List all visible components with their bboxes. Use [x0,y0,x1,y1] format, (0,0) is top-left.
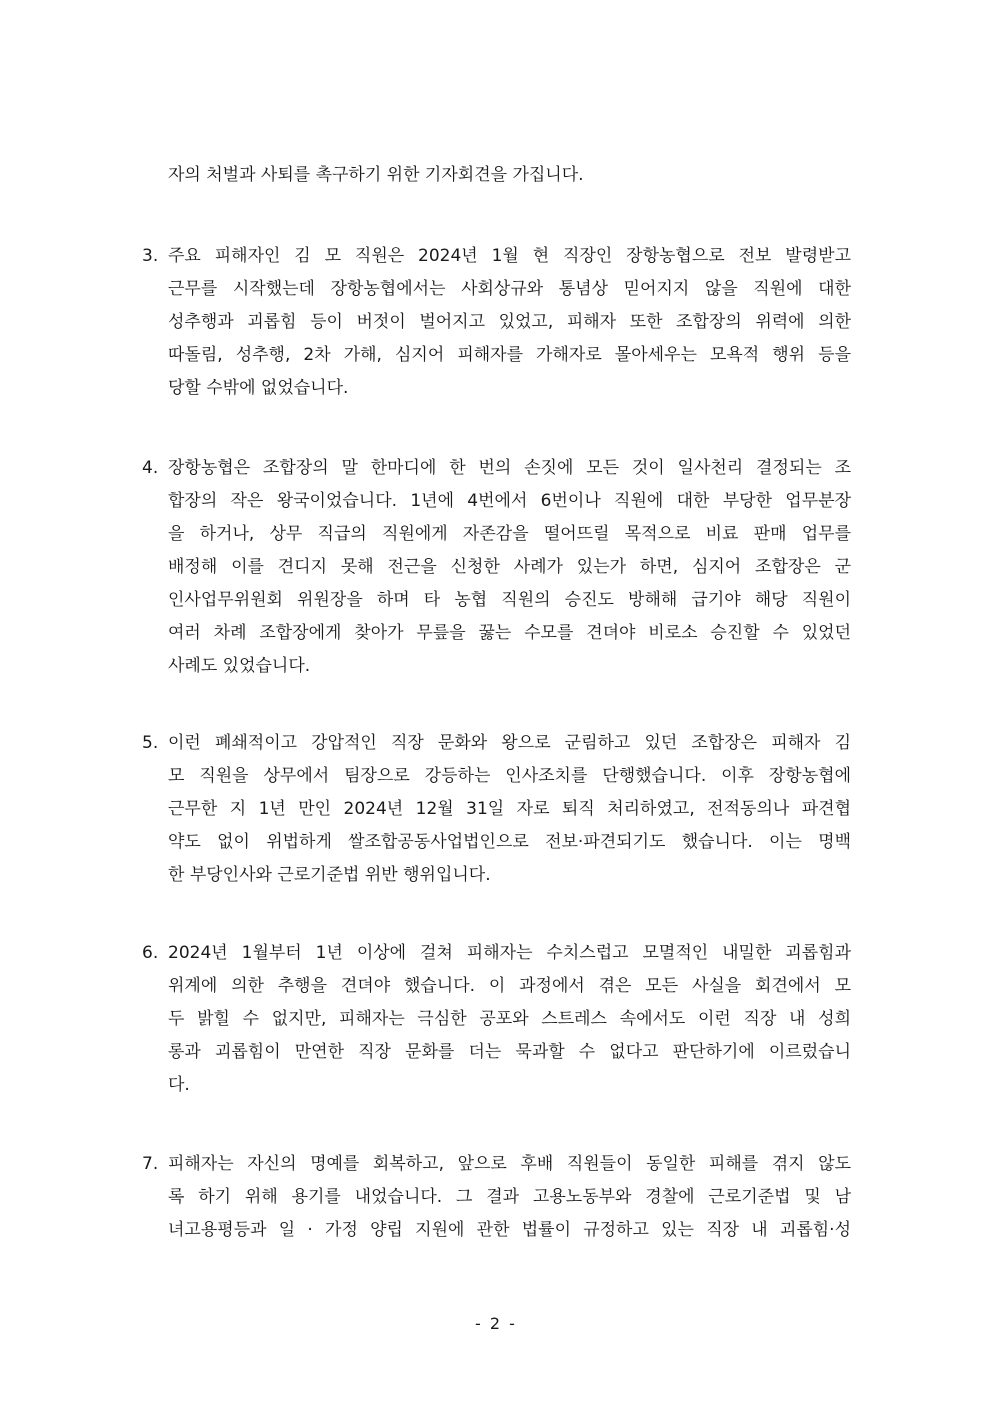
paragraph-number-6: 6. [142,943,159,963]
paragraph-4-line: 을 하거나, 상무 직급의 직원에게 자존감을 떨어뜨릴 목적으로 비료 판매 업무를 [168,524,851,544]
paragraph-5-line: 한 부당인사와 근로기준법 위반 행위입니다. [168,865,491,885]
paragraph-7-line: 록 하기 위해 용기를 내었습니다. 그 결과 고용노동부와 경찰에 근로기준법 및 남 [168,1187,851,1207]
paragraph-3-line: 주요 피해자인 김 모 직원은 2024년 1월 현 직장인 장항농협으로 전보 발령받고 [168,246,851,266]
paragraph-6-line: 두 밝힐 수 없지만, 피해자는 극심한 공포와 스트레스 속에서도 이런 직장 내 성희 [168,1009,851,1029]
paragraph-3-line: 따돌림, 성추행, 2차 가해, 심지어 피해자를 가해자로 몰아세우는 모욕적 행위 등을 [168,345,851,365]
paragraph-5-line: 약도 없이 위법하게 쌀조합공동사업법인으로 전보·파견되기도 했습니다. 이는 명백 [168,832,851,852]
intro-line: 자의 처벌과 사퇴를 촉구하기 위한 기자회견을 가집니다. [168,165,584,185]
paragraph-4-line: 사례도 있었습니다. [168,656,311,676]
paragraph-7-line: 녀고용평등과 일 · 가정 양립 지원에 관한 법률이 규정하고 있는 직장 내 괴롭힘·성 [168,1220,851,1240]
paragraph-5-line: 모 직원을 상무에서 팀장으로 강등하는 인사조치를 단행했습니다. 이후 장항농협에 [168,766,851,786]
paragraph-5-line: 이런 폐쇄적이고 강압적인 직장 문화와 왕으로 군림하고 있던 조합장은 피해자 김 [168,733,851,753]
paragraph-6-line: 위계에 의한 추행을 견뎌야 했습니다. 이 과정에서 겪은 모든 사실을 회견에서 모 [168,976,851,996]
paragraph-6-line: 롱과 괴롭힘이 만연한 직장 문화를 더는 묵과할 수 없다고 판단하기에 이르렀습니 [168,1042,851,1062]
paragraph-4-line: 장항농협은 조합장의 말 한마디에 한 번의 손짓에 모든 것이 일사천리 결정되는 조 [168,458,851,478]
paragraph-6-line: 2024년 1월부터 1년 이상에 걸쳐 피해자는 수치스럽고 모멸적인 내밀한 괴롭힘과 [168,943,851,963]
paragraph-6-line: 다. [168,1075,190,1095]
paragraph-4-line: 합장의 작은 왕국이었습니다. 1년에 4번에서 6번이나 직원에 대한 부당한 업무분장 [168,491,851,511]
paragraph-number-3: 3. [142,246,159,266]
paragraph-number-7: 7. [142,1154,159,1174]
paragraph-number-4: 4. [142,458,159,478]
paragraph-4-line: 배정해 이를 견디지 못해 전근을 신청한 사례가 있는가 하면, 심지어 조합장은 군 [168,557,851,577]
paragraph-3-line: 근무를 시작했는데 장항농협에서는 사회상규와 통념상 믿어지지 않을 직원에 대한 [168,279,851,299]
paragraph-7-line: 피해자는 자신의 명예를 회복하고, 앞으로 후배 직원들이 동일한 피해를 겪지 않도 [168,1154,851,1174]
paragraph-3-line: 당할 수밖에 없었습니다. [168,378,349,398]
page-number: - 2 - [475,1314,517,1333]
paragraph-5-line: 근무한 지 1년 만인 2024년 12월 31일 자로 퇴직 처리하였고, 전적동의나 파견협 [168,799,851,819]
paragraph-4-line: 인사업무위원회 위원장을 하며 타 농협 직원의 승진도 방해해 급기야 해당 직원이 [168,590,851,610]
paragraph-number-5: 5. [142,733,159,753]
paragraph-4-line: 여러 차례 조합장에게 찾아가 무릎을 꿇는 수모를 견뎌야 비로소 승진할 수 있었던 [168,623,851,643]
paragraph-3-line: 성추행과 괴롭힘 등이 버젓이 벌어지고 있었고, 피해자 또한 조합장의 위력에 의한 [168,312,851,332]
